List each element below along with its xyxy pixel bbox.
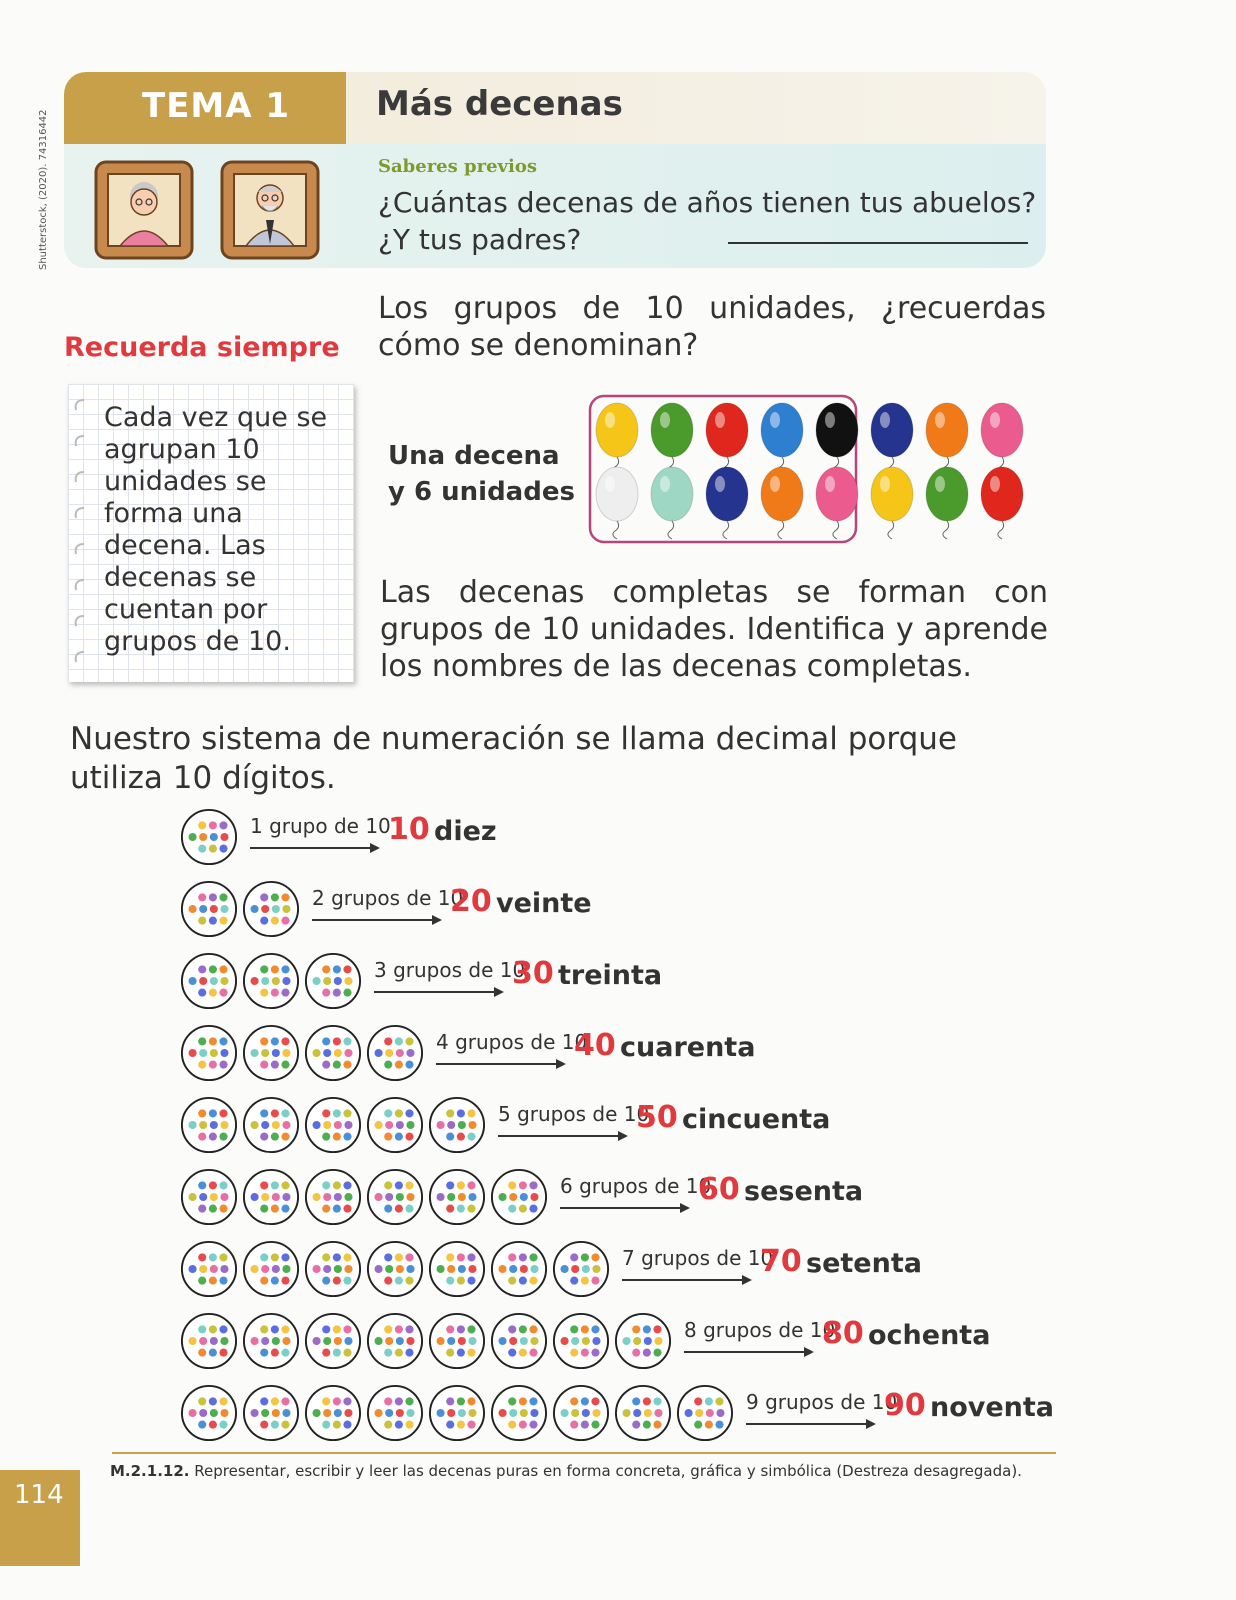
page-title: Más decenas	[376, 84, 623, 124]
group-word: noventa	[930, 1392, 1055, 1423]
group-label: 4 grupos de 10	[436, 1030, 588, 1054]
ten-dots-circle-icon	[304, 1240, 362, 1298]
ten-dots-circle-icon	[180, 1240, 238, 1298]
ten-dots-circle-icon	[614, 1312, 672, 1370]
group-row-5	[0, 1096, 1236, 1160]
ten-dots-circle-icon	[676, 1384, 734, 1442]
ten-dots-circle-icon	[180, 1312, 238, 1370]
page-number-tab	[0, 1470, 80, 1566]
ten-dots-circle-icon	[242, 1240, 300, 1298]
group-row-1	[0, 808, 1236, 872]
ten-dots-circle-icon	[242, 1384, 300, 1442]
ten-dots-circle-icon	[366, 1312, 424, 1370]
ten-dots-circle-icon	[366, 1384, 424, 1442]
balloon-icon	[596, 467, 638, 539]
balloon-icon	[761, 403, 803, 475]
ten-dots-circle-icon	[490, 1168, 548, 1226]
ten-dots-circle-icon	[428, 1168, 486, 1226]
group-word: sesenta	[744, 1176, 864, 1207]
group-number: 90	[884, 1388, 926, 1423]
group-label: 3 grupos de 10	[374, 958, 526, 982]
group-number: 60	[698, 1172, 740, 1207]
arrow-icon	[746, 1418, 876, 1430]
skill-description: Representar, escribir y leer las decenas puras en forma concreta, gráfica y simbólica (Destreza desagregada).	[194, 1462, 1022, 1480]
ten-dots-circle-icon	[552, 1240, 610, 1298]
header-bar	[64, 72, 1046, 144]
ten-dots-circle-icon	[304, 1168, 362, 1226]
group-number: 10	[388, 812, 430, 847]
group-number: 80	[822, 1316, 864, 1351]
ten-dots-circle-icon	[180, 1384, 238, 1442]
decimal-system-text: Nuestro sistema de numeración se llama decimal porque utiliza 10 dígitos.	[70, 721, 957, 796]
arrow-icon	[560, 1202, 690, 1214]
note-text: Cada vez que se agrupan 10 unidades se forma una decena. Las decenas se cuentan por grupos de 10.	[104, 402, 328, 657]
spiral-holes-icon	[72, 390, 88, 680]
saberes-question: ¿Cuántas decenas de años tienen tus abuelos?¿Y tus padres?	[378, 186, 1037, 256]
group-label: 8 grupos de 10	[684, 1318, 836, 1342]
group-label: 7 grupos de 10	[622, 1246, 774, 1270]
balloon-icon	[706, 403, 748, 475]
ten-dots-circle-icon	[552, 1312, 610, 1370]
group-number: 50	[636, 1100, 678, 1135]
ten-dots-circle-icon	[304, 1096, 362, 1154]
ten-dots-circle-icon	[366, 1024, 424, 1082]
group-label: 6 grupos de 10	[560, 1174, 712, 1198]
arrow-icon	[250, 842, 380, 854]
balloon-icon	[706, 467, 748, 539]
ten-dots-circle-icon	[366, 1168, 424, 1226]
footer-divider	[112, 1452, 1056, 1454]
balloon-icon	[816, 467, 858, 539]
ten-dots-circle-icon	[180, 952, 238, 1010]
ten-dots-circle-icon	[490, 1312, 548, 1370]
arrow-icon	[312, 914, 442, 926]
note-card	[68, 384, 354, 682]
ten-dots-circle-icon	[428, 1384, 486, 1442]
ten-dots-circle-icon	[304, 1024, 362, 1082]
ten-dots-circle-icon	[490, 1240, 548, 1298]
group-number: 30	[512, 956, 554, 991]
ten-dots-circle-icon	[242, 880, 300, 938]
balloon-icon	[871, 403, 913, 475]
tema-label: TEMA 1	[142, 86, 291, 126]
balloon-icon	[651, 467, 693, 539]
page-number: 114	[14, 1480, 64, 1510]
decena-label	[388, 438, 575, 510]
group-number: 40	[574, 1028, 616, 1063]
balloon-icon	[816, 403, 858, 475]
ten-dots-circle-icon	[304, 1312, 362, 1370]
group-row-2	[0, 880, 1236, 944]
group-number: 70	[760, 1244, 802, 1279]
ten-dots-circle-icon	[242, 1168, 300, 1226]
balloon-icon	[926, 467, 968, 539]
ten-dots-circle-icon	[428, 1096, 486, 1154]
ten-dots-circle-icon	[304, 952, 362, 1010]
answer-blank[interactable]	[728, 242, 1028, 244]
ten-dots-circle-icon	[366, 1096, 424, 1154]
group-label: 9 grupos de 10	[746, 1390, 898, 1414]
group-row-3	[0, 952, 1236, 1016]
group-label: 1 grupo de 10	[250, 814, 391, 838]
arrow-icon	[436, 1058, 566, 1070]
grandmother-portrait-icon	[92, 158, 196, 262]
ten-dots-circle-icon	[304, 1384, 362, 1442]
intro-question: Los grupos de 10 unidades, ¿recuerdas cómo se denominan?	[378, 291, 1046, 363]
grandfather-portrait-icon	[218, 158, 322, 262]
ten-dots-circle-icon	[180, 1168, 238, 1226]
group-word: ochenta	[868, 1320, 991, 1351]
recuerda-title: Recuerda siempre	[64, 332, 340, 363]
balloon-icon	[596, 403, 638, 475]
group-row-9	[0, 1384, 1236, 1448]
ten-dots-circle-icon	[366, 1240, 424, 1298]
saberes-previos-label: Saberes previos	[378, 156, 537, 177]
arrow-icon	[622, 1274, 752, 1286]
decena-label-line2: y 6 unidades	[388, 477, 575, 507]
footer-skill	[110, 1462, 1050, 1480]
ten-dots-circle-icon	[180, 1024, 238, 1082]
group-label: 2 grupos de 10	[312, 886, 464, 910]
ten-dots-circle-icon	[428, 1240, 486, 1298]
ten-dots-circle-icon	[242, 1312, 300, 1370]
ten-dots-circle-icon	[180, 1096, 238, 1154]
ten-dots-circle-icon	[242, 1096, 300, 1154]
arrow-icon	[374, 986, 504, 998]
group-word: treinta	[558, 960, 663, 991]
balloon-icon	[651, 403, 693, 475]
balloon-icon	[981, 403, 1023, 475]
group-row-6	[0, 1168, 1236, 1232]
group-row-7	[0, 1240, 1236, 1304]
group-word: diez	[434, 816, 497, 847]
skill-code: M.2.1.12.	[110, 1462, 190, 1480]
group-number: 20	[450, 884, 492, 919]
arrow-icon	[498, 1130, 628, 1142]
ten-dots-circle-icon	[242, 1024, 300, 1082]
group-row-8	[0, 1312, 1236, 1376]
ten-dots-circle-icon	[490, 1384, 548, 1442]
complete-tens-text: Las decenas completas se forman con grupos de 10 unidades. Identifica y aprende los nombres de las decenas completas.	[380, 575, 1048, 684]
balloon-icon	[981, 467, 1023, 539]
balloon-icon	[926, 403, 968, 475]
group-word: veinte	[496, 888, 592, 919]
ten-dots-circle-icon	[614, 1384, 672, 1442]
group-word: cuarenta	[620, 1032, 756, 1063]
ten-dots-circle-icon	[180, 880, 238, 938]
group-row-4	[0, 1024, 1236, 1088]
balloons-illustration	[588, 394, 1028, 546]
tema-tab	[64, 72, 346, 144]
ten-dots-circle-icon	[242, 952, 300, 1010]
balloon-icon	[761, 467, 803, 539]
decena-label-line1: Una decena	[388, 441, 560, 471]
group-word: setenta	[806, 1248, 922, 1279]
ten-dots-circle-icon	[180, 808, 238, 866]
balloon-icon	[871, 467, 913, 539]
arrow-icon	[684, 1346, 814, 1358]
image-credit: Shutterstock, (2020). 74316442	[38, 109, 49, 270]
ten-dots-circle-icon	[552, 1384, 610, 1442]
group-label: 5 grupos de 10	[498, 1102, 650, 1126]
group-word: cincuenta	[682, 1104, 831, 1135]
ten-dots-circle-icon	[428, 1312, 486, 1370]
